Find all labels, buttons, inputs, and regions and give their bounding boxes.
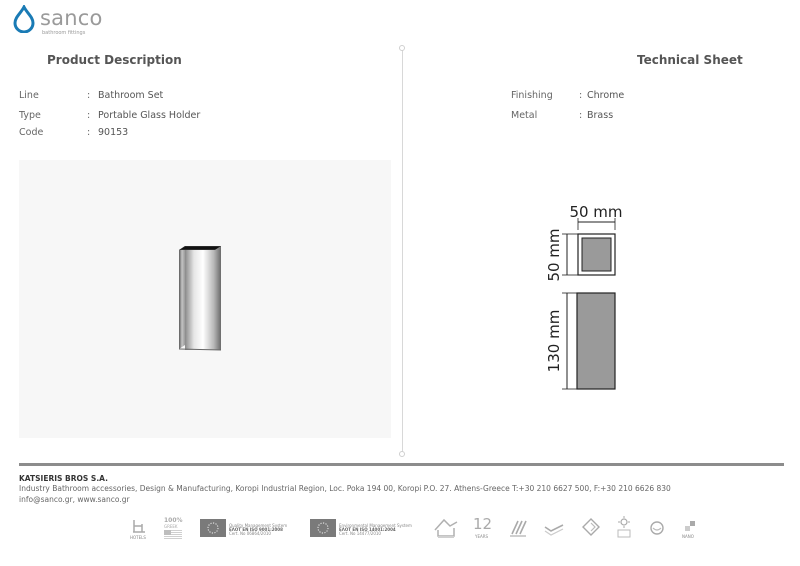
spec-label: Finishing <box>511 90 553 101</box>
recycle-icon <box>580 516 602 542</box>
product-photo-panel <box>19 160 391 438</box>
warranty-badge <box>472 516 494 542</box>
nano-icon <box>683 519 699 533</box>
spec-colon: : <box>87 110 91 121</box>
brand-logo <box>12 4 122 38</box>
top-height-label: 50 mm <box>545 228 563 282</box>
hotels-icon <box>128 516 152 542</box>
spec-label: Line <box>19 90 39 101</box>
nano-coating-badge <box>680 516 702 542</box>
quality-seal-icon <box>647 516 667 542</box>
technical-sheet-title: Technical Sheet <box>637 53 743 67</box>
spec-value: 90153 <box>98 127 129 138</box>
company-name: KATSIERIS BROS S.A. <box>19 474 108 483</box>
warranty-years: 12 <box>473 515 493 533</box>
spec-value: Portable Glass Holder <box>98 110 201 121</box>
divider-top-dot <box>399 45 405 51</box>
water-saving-icon <box>542 516 566 542</box>
greek-badge-label: GREEK <box>164 524 178 529</box>
center-divider <box>402 48 403 454</box>
greek-flag-icon <box>164 530 182 539</box>
spec-label: Metal <box>511 110 538 121</box>
brand-tagline: bathroom fittings <box>42 30 86 36</box>
iso-14001-standard: ΕΛΟΤ ΕΝ ISO 14001:2004 <box>339 527 396 532</box>
brand-name: sanco <box>40 6 103 30</box>
iso-9001-cert: Cert. No 06864/2010 <box>229 531 271 536</box>
footer-divider <box>19 463 784 466</box>
greek-product-badge <box>163 516 185 542</box>
spec-colon: : <box>87 127 91 138</box>
top-width-label: 50 mm <box>569 203 623 221</box>
iso-9001-title: Quality Management System <box>229 523 288 528</box>
technical-drawing <box>540 200 630 400</box>
company-contact: info@sanco.gr, www.sanco.gr <box>19 495 130 504</box>
iso-14001-cert: Cert. No 14477/2010 <box>339 531 381 536</box>
side-view-outline <box>577 293 615 389</box>
spec-value: Chrome <box>587 90 625 101</box>
eu-stars-icon <box>310 519 336 537</box>
iso-14001-title: Environmental Management System <box>339 523 412 528</box>
glass-holder-image <box>19 160 391 438</box>
hotels-label: HOTELS <box>130 535 146 540</box>
iso-9001-standard: ΕΛΟΤ ΕΝ ISO 9001:2008 <box>229 527 283 532</box>
eu-stars-icon <box>200 519 226 537</box>
side-height-label: 130 mm <box>545 309 563 373</box>
warranty-label: YEARS <box>475 534 489 539</box>
greek-badge-percent: 100% <box>164 517 183 524</box>
spec-label: Code <box>19 127 44 138</box>
sun-resistant-icon <box>614 516 634 542</box>
top-view-inner <box>582 238 611 271</box>
spec-colon: : <box>579 110 583 121</box>
company-address: Industry Bathroom accessories, Design & Manufacturing, Koropi Industrial Region, Loc. Poka 194 00, Koropi P.O. 27. Athens-Greece T:+30 210 6627 500, F:+30 210 6626 830 <box>19 484 671 493</box>
spec-colon: : <box>87 90 91 101</box>
spec-value: Brass <box>587 110 614 121</box>
spec-label: Type <box>19 110 41 121</box>
iso-9001-badge <box>200 516 295 542</box>
spec-value: Bathroom Set <box>98 90 164 101</box>
product-description-title: Product Description <box>47 53 182 67</box>
iso-14001-badge <box>310 516 420 542</box>
spec-colon: : <box>579 90 583 101</box>
shower-lines-icon <box>507 516 529 542</box>
hotel-building-icon <box>432 516 460 542</box>
nano-label: NANO <box>682 534 694 539</box>
divider-bottom-dot <box>399 451 405 457</box>
water-drop-icon <box>12 5 36 33</box>
